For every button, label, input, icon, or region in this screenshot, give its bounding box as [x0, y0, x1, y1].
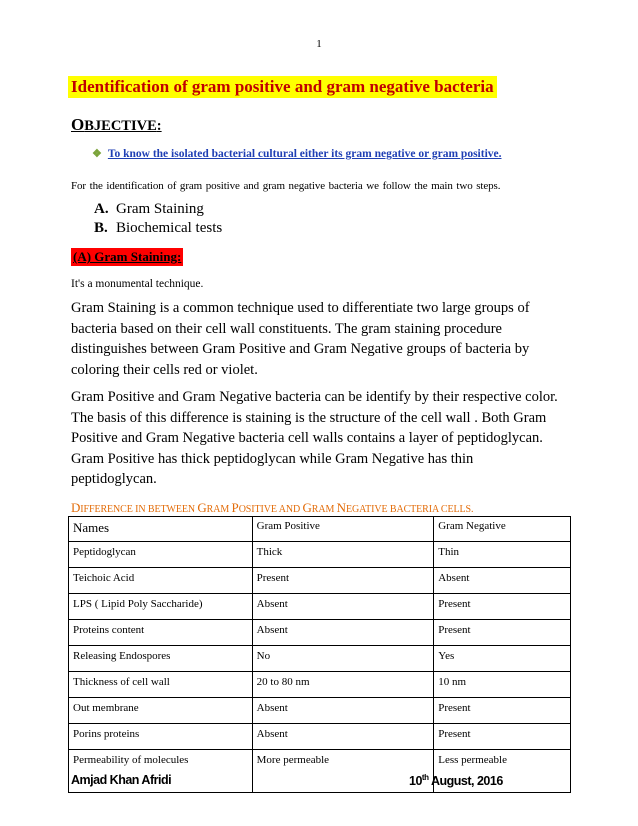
diamond-bullet-icon: ❖ [92, 148, 102, 160]
table-cell: Teichoic Acid [69, 568, 253, 594]
table-row [69, 672, 571, 698]
step-item [94, 220, 222, 237]
table-cell: Present [252, 568, 434, 594]
objective-heading-colon: : [156, 118, 162, 134]
heading-part: IFFERENCE IN BETWEEN [80, 504, 198, 515]
heading-part: P [231, 500, 239, 515]
table-cell: Absent [434, 568, 571, 594]
footer-date-day: 10 [409, 774, 422, 789]
table-cell: LPS ( Lipid Poly Saccharide) [69, 594, 253, 620]
objective-heading-initial: O [71, 115, 85, 134]
footer-date-suffix: th [421, 773, 429, 782]
table-cell: Absent [252, 594, 434, 620]
table-cell: Less permeable [434, 750, 571, 793]
difference-heading [71, 500, 473, 516]
table-cell: Present [434, 698, 571, 724]
table-cell: Absent [252, 724, 434, 750]
column-header-gram-negative: Gram Negative [434, 517, 571, 542]
table-cell: Absent [252, 698, 434, 724]
step-letter: A. [94, 201, 109, 217]
gram-staining-paragraph: Gram Staining is a common technique used to differentiate two large groups of bacteria based on their cell wall constituents. The gram staining procedure distinguishes between Gram Positive and Gram Negative groups of bacteria by coloring their cells red or violet. [71, 300, 530, 378]
table-cell: Permeability of molecules [69, 750, 253, 793]
table-cell: 20 to 80 nm [252, 672, 434, 698]
table-row [69, 724, 571, 750]
heading-part: N [336, 500, 346, 515]
table-row [69, 542, 571, 568]
table-header-row [69, 517, 571, 542]
table-cell: Proteins content [69, 620, 253, 646]
objective-bullet-text: To know the isolated bacterial cultural either its gram negative or gram positive. [107, 148, 502, 160]
table-cell: More permeable [252, 750, 434, 793]
column-header-gram-positive: Gram Positive [252, 517, 434, 542]
table-row [69, 594, 571, 620]
objective-bullet [92, 147, 502, 160]
table-cell: Yes [434, 646, 571, 672]
section-a-heading: (A) Gram Staining: [73, 249, 182, 264]
table-row [69, 698, 571, 724]
table-cell: Present [434, 620, 571, 646]
objective-heading-rest: BJECTIVE [84, 118, 157, 134]
heading-part: OSITIVE AND [238, 504, 303, 515]
heading-part: EGATIVE BACTERIA CELLS. [345, 504, 474, 515]
table-row [69, 620, 571, 646]
footer-author: Amjad Khan Afridi [71, 773, 172, 787]
table-row [69, 646, 571, 672]
table-cell: Porins proteins [69, 724, 253, 750]
heading-part: G [302, 500, 312, 515]
heading-part: G [197, 500, 207, 515]
step-letter: B. [94, 220, 108, 236]
table-cell: Present [434, 724, 571, 750]
footer-date-rest: August, 2016 [428, 774, 503, 789]
technique-note: It's a monumental technique. [71, 278, 204, 290]
footer-date [409, 773, 503, 788]
table-row [69, 568, 571, 594]
table-cell: Absent [252, 620, 434, 646]
heading-part: RAM [311, 504, 337, 515]
step-label: Biochemical tests [116, 220, 223, 236]
table-cell: Peptidoglycan [69, 542, 253, 568]
intro-text: For the identification of gram positive and gram negative bacteria we follow the main two steps. [71, 180, 501, 192]
step-item [94, 201, 204, 218]
page-number: 1 [316, 38, 322, 50]
table-cell: 10 nm [434, 672, 571, 698]
table-cell: Thickness of cell wall [69, 672, 253, 698]
column-header-names: Names [69, 517, 253, 542]
comparison-table [68, 516, 571, 793]
cell-wall-paragraph: Gram Positive and Gram Negative bacteria can be identify by their respective color. The basis of this difference is staining is the structure of the cell wall . Both Gram Positive and Gram Negative bacteria cell walls contains a layer of peptidoglycan. Gram Positive has thick peptidoglycan while Gram Negative has thin peptidoglycan. [71, 389, 558, 487]
table-cell: Releasing Endospores [69, 646, 253, 672]
table-cell: No [252, 646, 434, 672]
table-cell: Present [434, 594, 571, 620]
table-cell: Out membrane [69, 698, 253, 724]
heading-part: RAM [206, 504, 232, 515]
document-title: Identification of gram positive and gram negative bacteria [68, 76, 497, 98]
table-cell: Thick [252, 542, 434, 568]
heading-part: D [71, 500, 81, 515]
table-cell: Thin [434, 542, 571, 568]
objective-heading [71, 115, 162, 135]
step-label: Gram Staining [116, 201, 204, 217]
